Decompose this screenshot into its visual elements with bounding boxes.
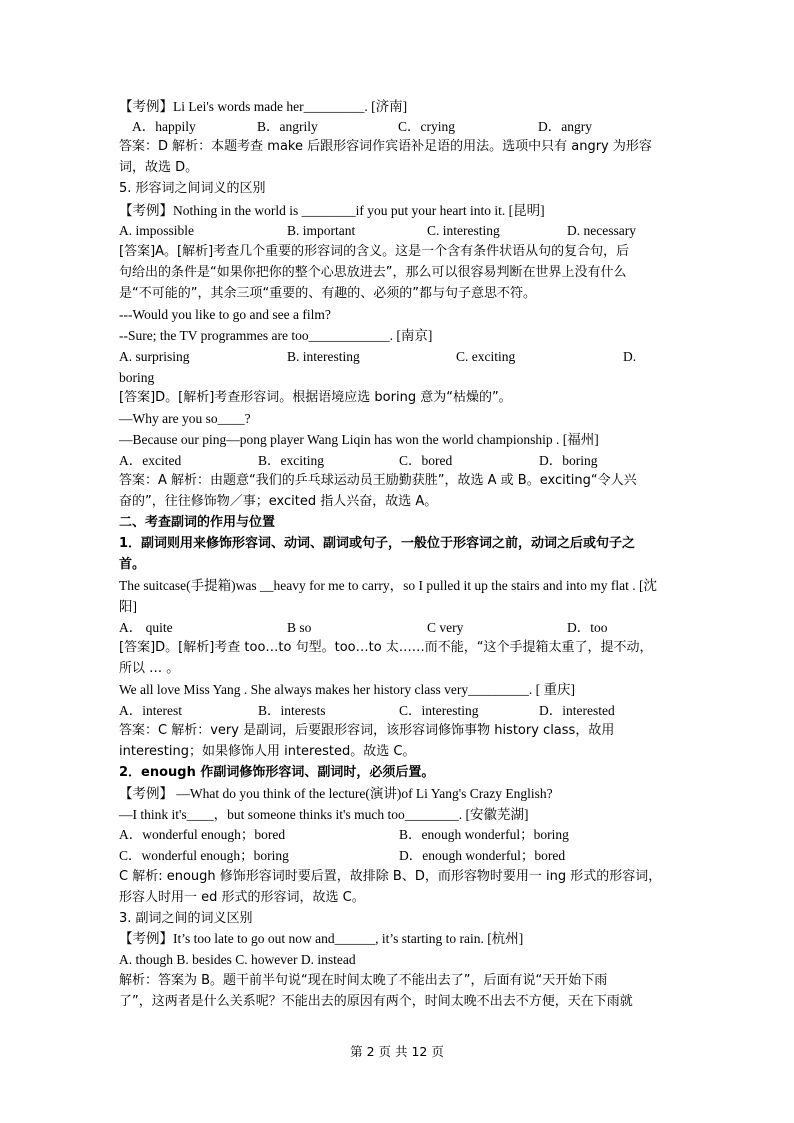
- example-5-stem: The suitcase(手提箱)was __heavy for me to carry，so I pulled it up the stairs and into my flat . [沈: [119, 578, 657, 593]
- section-heading-5: 5. 形容词之间词义的区别: [119, 181, 266, 196]
- answer-5-line-2: 所以 … 。: [119, 661, 180, 676]
- dialogue-line-4: —Because our ping—pong player Wang Liqin has won the world championship . [福州]: [119, 432, 599, 447]
- example-8-options: A. though B. besides C. however D. instead: [119, 952, 356, 967]
- option-d: D．enough wonderful；bored: [399, 848, 566, 863]
- option-b: B．angrily: [257, 119, 318, 134]
- option-d-continued: boring: [119, 370, 155, 385]
- answer-5-line-1: [答案]D。[解析]考查 too…to 句型。too…to 太……而不能，“这个手提箱太重了，提不动，: [119, 640, 653, 655]
- option-b: B. interesting: [287, 349, 360, 364]
- answer-2-line-2: 句给出的条件是“如果你把你的整个心思放进去”，那么可以很容易判断在世界上没有什么: [119, 265, 627, 280]
- dialogue-line-3: —Why are you so____?: [119, 411, 251, 426]
- example-7-stem-line-1: 【考例】 —What do you think of the lecture(演讲)of Li Yang's Crazy English?: [119, 786, 553, 801]
- example-7-options-row-2: [119, 846, 565, 866]
- option-d: D. necessary: [567, 223, 636, 238]
- answer-7-line-1: C 解析: enough 修饰形容词时要后置，故排除 B、D，而形容物时要用一 ing 形式的形容词，: [119, 869, 662, 884]
- example-7-options-row-1: [119, 825, 569, 845]
- answer-1-line-1: 答案：D 解析：本题考查 make 后跟形容词作宾语补足语的用法。选项中只有 angry 为形容: [119, 139, 652, 154]
- answer-4-line-1: 答案：A 解析：由题意“我们的乒乓球运动员王励勤获胜”，故选 A 或 B。exciting“令人兴: [119, 473, 637, 488]
- answer-6-line-2: interesting；如果修饰人用 interested。故选 C。: [119, 744, 416, 759]
- option-a: A．happily: [132, 119, 196, 134]
- example-8-stem: 【考例】It’s too late to go out now and______, it’s starting to rain. [杭州]: [119, 931, 524, 946]
- option-a: A． quite: [119, 620, 173, 635]
- rule-1-line-2: 首。: [119, 557, 146, 572]
- option-c: C．wonderful enough；boring: [119, 848, 289, 863]
- option-c: C. interesting: [427, 223, 500, 238]
- option-d: D．angry: [538, 119, 592, 134]
- option-b: B. important: [287, 223, 356, 238]
- example-2-stem: 【考例】Nothing in the world is ________if you put your heart into it. [昆明]: [119, 203, 545, 218]
- option-a: A. surprising: [119, 349, 190, 364]
- option-d: D．boring: [539, 453, 598, 468]
- option-a: A．interest: [119, 703, 182, 718]
- option-c: C．interesting: [399, 703, 479, 718]
- answer-2-line-3: 是“不可能的”，其余三项“重要的、有趣的、必须的”都与句子意思不符。: [119, 286, 536, 301]
- option-d: D．too: [567, 620, 608, 635]
- example-4-options: [119, 451, 598, 471]
- example-5-stem-continued: 阳]: [119, 599, 137, 614]
- dialogue-line-1: ---Would you like to go and see a film?: [119, 307, 331, 322]
- example-5-options: [119, 618, 608, 638]
- example-1-stem: 【考例】Li Lei's words made her_________. [济南]: [119, 99, 408, 114]
- answer-3: [答案]D。[解析]考查形容词。根据语境应选 boring 意为“枯燥的”。: [119, 390, 512, 405]
- answer-6-line-1: 答案：C 解析：very 是副词，后要跟形容词，该形容词修饰事物 history class，故用: [119, 723, 615, 738]
- section-heading-3: 3. 副词之间的词义区别: [119, 911, 253, 926]
- option-c: C very: [427, 620, 464, 635]
- answer-2-line-1: [答案]A。[解析]考查几个重要的形容词的含义。这是一个含有条件状语从句的复合句，后: [119, 244, 630, 259]
- option-c: C. exciting: [456, 349, 516, 364]
- option-c: C．crying: [398, 119, 455, 134]
- answer-8-line-1: 解析：答案为 B。题干前半句说“现在时间太晚了不能出去了”，后面有说“天开始下雨: [119, 973, 608, 988]
- page-footer: 第 2 页 共 12 页: [350, 1044, 444, 1059]
- example-1-options: [132, 117, 592, 137]
- answer-8-line-2: 了”，这两者是什么关系呢？不能出去的原因有两个，时间太晚不出去不方便，天在下雨就: [119, 994, 633, 1009]
- section-heading-2: 二、考查副词的作用与位置: [119, 515, 276, 530]
- answer-7-line-2: 形容人时用一 ed 形式的形容词，故选 C。: [119, 890, 365, 905]
- example-6-stem: We all love Miss Yang . She always makes her history class very_________. [ 重庆]: [119, 682, 575, 697]
- answer-4-line-2: 奋的”，往往修饰物／事；excited 指人兴奋，故选 A。: [119, 494, 438, 509]
- option-b: B．exciting: [258, 453, 324, 468]
- option-a: A．wonderful enough；bored: [119, 827, 286, 842]
- option-d: D.: [623, 349, 637, 364]
- option-d: D．interested: [539, 703, 615, 718]
- example-2-options: [119, 221, 636, 241]
- example-6-options: [119, 701, 615, 721]
- rule-1-line-1: 1．副词则用来修饰形容词、动词、副词或句子，一般位于形容词之前，动词之后或句子之: [119, 536, 636, 551]
- example-7-stem-line-2: —I think it's____，but someone thinks it's much too________. [安徽芜湖]: [119, 807, 529, 822]
- option-b: B．enough wonderful；boring: [399, 827, 569, 842]
- option-b: B so: [287, 620, 312, 635]
- rule-2: 2．enough 作副词修饰形容词、副词时，必须后置。: [119, 765, 435, 780]
- example-3-options: [119, 347, 636, 367]
- answer-1-line-2: 词，故选 D。: [119, 160, 199, 175]
- option-c: C．bored: [399, 453, 453, 468]
- option-b: B．interests: [258, 703, 326, 718]
- option-a: A. impossible: [119, 223, 195, 238]
- option-a: A．excited: [119, 453, 182, 468]
- dialogue-line-2: --Sure; the TV programmes are too____________. [南京]: [119, 328, 433, 343]
